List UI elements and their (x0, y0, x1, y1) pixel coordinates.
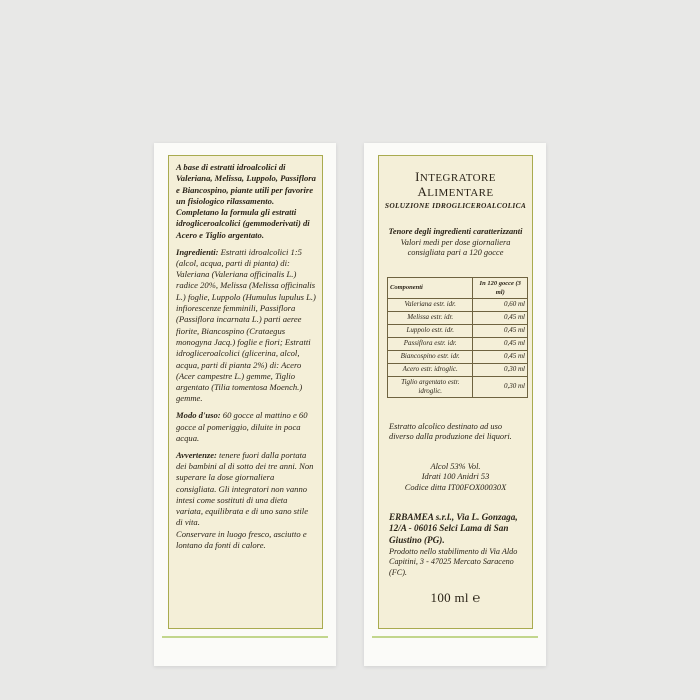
estratto-note: Estratto alcolico destinato ad uso diverso dalla produzione dei liquori. (389, 421, 512, 441)
ingredienti-label: Ingredienti: (176, 246, 219, 257)
product-subtitle: SOLUZIONE IDROGLICEROALCOLICA (384, 201, 527, 210)
table-row (388, 363, 528, 376)
intro-text: A base di estratti idroalcolici di Valeriana, Melissa, Luppolo, Passiflora e Biancospino, piante utili per favorire un fisiologico rilassamento. Completano la formula gli estratti idrogliceroalcolici (gemmoderivati) di Acero e Tiglio argentato. (176, 162, 316, 240)
component-value: 0,30 ml (473, 363, 528, 376)
avvertenze-label: Avvertenze: (176, 449, 217, 460)
modo-paragraph (176, 410, 316, 444)
avvertenze-paragraph (176, 450, 316, 529)
tenore-heading: Tenore degli ingredienti caratterizzanti (388, 227, 523, 236)
component-name: Acero estr. idroglic. (388, 363, 473, 376)
table-row (388, 376, 528, 397)
table-header-components: Componenti (388, 277, 473, 298)
component-value: 0,45 ml (473, 350, 528, 363)
component-name: Tiglio argentato estr. idroglic. (388, 376, 473, 397)
table-row (388, 324, 528, 337)
modo-text: 60 gocce al mattino e 60 gocce al pomeriggio, diluite in poca acqua. (176, 410, 308, 443)
green-accent-line (162, 636, 328, 638)
table-row (388, 337, 528, 350)
label-card-left (154, 143, 336, 666)
table-row (388, 350, 528, 363)
ingredienti-paragraph (176, 247, 316, 405)
component-value: 0,45 ml (473, 311, 528, 324)
company-address: ERBAMEA s.r.l., Via L. Gonzaga, 12/A - 06016 Selci Lama di San Giustino (PG). (389, 512, 518, 545)
component-value: 0,45 ml (473, 337, 528, 350)
ingredients-panel (168, 155, 323, 629)
table-header-dose: In 120 gocce (3 ml) (473, 277, 528, 298)
nutrition-panel (378, 155, 533, 629)
ingredienti-text: Estratti idroalcolici 1:5 (alcol, acqua, parti di pianta) di: Valeriana (Valeriana officinalis L.) radice 20%, Melissa (Melissa officinalis L.) foglie, Luppolo (Humulus lupulus L.) infiorescenze femminili, Passiflora (Passiflora incarnata L.) parti aeree fiorite, Biancospino (Crataegus monogyna Jacq.) foglie e fiori; Estratti idrogliceroalcolici (glicerina, alcol, acqua, parti di pianta 2%) di: Acero (Acer campestre L.) gemme, Tiglio argentato (Tilia tomentosa Moench.) gemme. (176, 246, 316, 404)
component-value: 0,45 ml (473, 324, 528, 337)
table-row (388, 311, 528, 324)
components-table (387, 277, 528, 398)
label-card-right (364, 143, 546, 666)
conservare-text: Conservare in luogo fresco, asciutto e lontano da fonti di calore. (176, 528, 307, 550)
idrati-line: Idrati 100 Anidri 53 (421, 472, 490, 481)
component-value: 0,30 ml (473, 376, 528, 397)
avvertenze-text: tenere fuori dalla portata dei bambini al di sotto dei tre anni. Non superare la dose giornaliera consigliata. Gli integratori non vanno intesi come sostituti di una dieta variata, equilibrata e di uno sano stile di vita. (176, 449, 314, 528)
alcol-line: Alcol 53% Vol. (430, 461, 481, 471)
component-value: 0,60 ml (473, 298, 528, 311)
production-site: Prodotto nello stabilimento di Via Aldo Capitini, 3 - 47025 Mercato Saraceno (FC). (389, 546, 518, 577)
alcohol-info (384, 462, 527, 494)
green-accent-line (372, 636, 538, 638)
modo-label: Modo d'uso: (176, 410, 221, 421)
component-name: Valeriana estr. idr. (388, 298, 473, 311)
valori-text: Valori medi per dose giornaliera consigliata pari a 120 gocce (400, 237, 511, 257)
component-name: Passiflora estr. idr. (388, 337, 473, 350)
table-row (388, 298, 528, 311)
component-name: Biancospino estr. idr. (388, 350, 473, 363)
product-title: INTEGRATORE ALIMENTARE (415, 169, 496, 199)
component-name: Luppolo estr. idr. (388, 324, 473, 337)
component-name: Melissa estr. idr. (388, 311, 473, 324)
volume-label: 100 ml ℮ (430, 590, 481, 606)
codice-line: Codice ditta IT00FOX00030X (404, 482, 507, 492)
